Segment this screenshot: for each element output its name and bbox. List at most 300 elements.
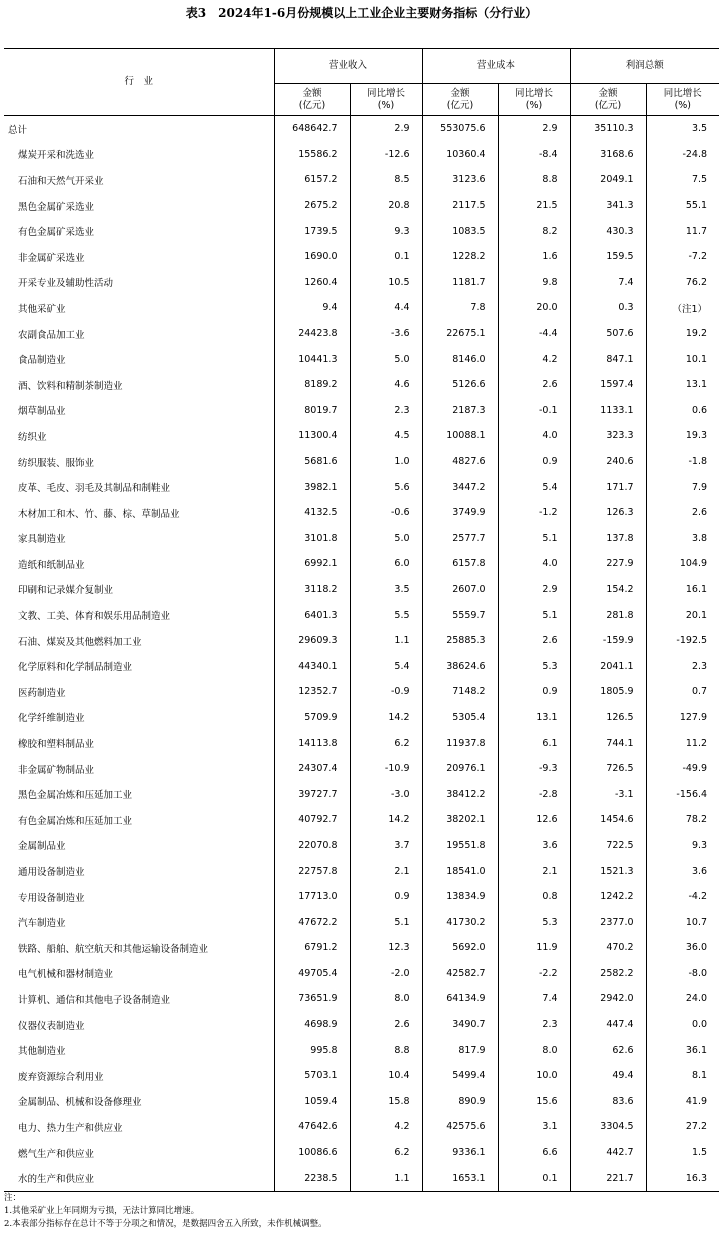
revenue-growth-cell: 4.6 xyxy=(350,372,422,398)
revenue-growth-cell: 6.2 xyxy=(350,1140,422,1166)
cost-growth-cell: 4.2 xyxy=(498,346,570,372)
profit-amount-cell: 126.3 xyxy=(570,500,646,526)
table-row xyxy=(4,705,719,731)
table-row xyxy=(4,346,719,372)
cost-growth-cell: 5.3 xyxy=(498,909,570,935)
table-row xyxy=(4,244,719,270)
revenue-growth-cell: 2.1 xyxy=(350,858,422,884)
revenue-growth-cell: -3.0 xyxy=(350,781,422,807)
cost-growth-cell: -2.2 xyxy=(498,961,570,987)
revenue-amount-cell: 44340.1 xyxy=(274,653,350,679)
cost-growth-cell: 0.8 xyxy=(498,884,570,910)
revenue-amount-cell: 29609.3 xyxy=(274,628,350,654)
cost-growth-cell: 5.4 xyxy=(498,474,570,500)
cost-amount-cell: 1228.2 xyxy=(422,244,498,270)
revenue-amount-cell: 4698.9 xyxy=(274,1012,350,1038)
revenue-growth-cell: -0.6 xyxy=(350,500,422,526)
cost-growth-cell: 6.1 xyxy=(498,730,570,756)
profit-amount-cell: 2942.0 xyxy=(570,986,646,1012)
industry-name-cell: 非金属矿采选业 xyxy=(4,244,274,270)
revenue-amount-cell: 3118.2 xyxy=(274,577,350,603)
notes-label: 注： xyxy=(4,1193,22,1203)
cost-amount-cell: 2607.0 xyxy=(422,577,498,603)
revenue-amount-cell: 24423.8 xyxy=(274,321,350,347)
cost-growth-cell: 2.6 xyxy=(498,628,570,654)
table-row xyxy=(4,781,719,807)
table-body xyxy=(4,116,719,1192)
revenue-header: 营业收入 xyxy=(274,49,422,84)
profit-amount-cell: 227.9 xyxy=(570,551,646,577)
industry-name-cell: 木材加工和木、竹、藤、棕、草制品业 xyxy=(4,500,274,526)
cost-amount-cell: 5499.4 xyxy=(422,1063,498,1089)
cost-amount-cell: 13834.9 xyxy=(422,884,498,910)
revenue-growth-cell: 15.8 xyxy=(350,1089,422,1115)
profit-amount-cell: 126.5 xyxy=(570,705,646,731)
cost-growth-cell: 2.3 xyxy=(498,1012,570,1038)
profit-growth-cell: 2.6 xyxy=(691,507,708,519)
industry-name-cell: 橡胶和塑料制品业 xyxy=(4,730,274,756)
table-row xyxy=(4,167,719,193)
profit-amount-cell: 3304.5 xyxy=(570,1114,646,1140)
cost-growth-cell: 8.0 xyxy=(498,1037,570,1063)
cost-amount-cell: 38412.2 xyxy=(422,781,498,807)
table-row xyxy=(4,295,719,321)
cost-growth-cell: 9.8 xyxy=(498,270,570,296)
cost-growth-header: 同比增长 (%) xyxy=(498,84,570,116)
revenue-growth-cell: 12.3 xyxy=(350,935,422,961)
revenue-amount-cell: 1739.5 xyxy=(274,218,350,244)
table-row xyxy=(4,1063,719,1089)
revenue-growth-cell: 5.0 xyxy=(350,346,422,372)
table-row xyxy=(4,858,719,884)
revenue-growth-cell: 8.0 xyxy=(350,986,422,1012)
cost-growth-cell: 3.6 xyxy=(498,833,570,859)
revenue-amount-cell: 3101.8 xyxy=(274,526,350,552)
revenue-amount-cell: 4132.5 xyxy=(274,500,350,526)
cost-amount-cell: 817.9 xyxy=(422,1037,498,1063)
table-row xyxy=(4,884,719,910)
cost-growth-cell: 15.6 xyxy=(498,1089,570,1115)
revenue-growth-cell: 4.2 xyxy=(350,1114,422,1140)
profit-growth-cell: -7.2 xyxy=(688,251,708,263)
cost-growth-cell: 5.1 xyxy=(498,602,570,628)
table-row xyxy=(4,1012,719,1038)
profit-amount-cell: 2049.1 xyxy=(570,167,646,193)
table-row xyxy=(4,270,719,296)
revenue-amount-cell: 6992.1 xyxy=(274,551,350,577)
cost-growth-cell: 12.6 xyxy=(498,807,570,833)
cost-amount-cell: 38624.6 xyxy=(422,653,498,679)
cost-growth-cell: 11.9 xyxy=(498,935,570,961)
profit-growth-cell: 7.5 xyxy=(691,174,708,186)
table-row xyxy=(4,526,719,552)
profit-amount-cell: 323.3 xyxy=(570,423,646,449)
industry-name-cell: 铁路、船舶、航空航天和其他运输设备制造业 xyxy=(4,935,274,961)
cost-amount-cell: 25885.3 xyxy=(422,628,498,654)
cost-growth-cell: 5.1 xyxy=(498,526,570,552)
revenue-amount-cell: 6791.2 xyxy=(274,935,350,961)
profit-growth-cell: 36.1 xyxy=(685,1044,708,1056)
revenue-amount-cell: 1690.0 xyxy=(274,244,350,270)
profit-growth-cell: 36.0 xyxy=(685,942,708,954)
profit-growth-cell: -1.8 xyxy=(688,456,708,468)
profit-amount-cell: -3.1 xyxy=(570,781,646,807)
profit-amount-cell: 442.7 xyxy=(570,1140,646,1166)
cost-growth-cell: 8.2 xyxy=(498,218,570,244)
cost-growth-cell: 5.3 xyxy=(498,653,570,679)
table-row xyxy=(4,1114,719,1140)
profit-growth-cell: 16.1 xyxy=(685,583,708,595)
industry-name-cell: 电力、热力生产和供应业 xyxy=(4,1114,274,1140)
industry-name-cell: 农副食品加工业 xyxy=(4,321,274,347)
revenue-growth-cell: 2.6 xyxy=(350,1012,422,1038)
industry-name-cell: 计算机、通信和其他电子设备制造业 xyxy=(4,986,274,1012)
industry-name-cell: 皮革、毛皮、羽毛及其制品和制鞋业 xyxy=(4,474,274,500)
note-2: 2.本表部分指标存在总计不等于分项之和情况，是数据四舍五入所致，未作机械调整。 xyxy=(4,1219,327,1229)
profit-amount-cell: 722.5 xyxy=(570,833,646,859)
cost-amount-cell: 42575.6 xyxy=(422,1114,498,1140)
cost-growth-cell: -2.8 xyxy=(498,781,570,807)
profit-amount-cell: 1805.9 xyxy=(570,679,646,705)
revenue-amount-cell: 24307.4 xyxy=(274,756,350,782)
profit-growth-cell: 76.2 xyxy=(685,276,708,288)
table-row xyxy=(4,142,719,168)
industry-name-cell: 酒、饮料和精制茶制造业 xyxy=(4,372,274,398)
profit-growth-cell: -24.8 xyxy=(682,148,708,160)
table-row xyxy=(4,116,719,142)
profit-growth-cell: 27.2 xyxy=(685,1121,708,1133)
profit-growth-cell: 13.1 xyxy=(685,379,708,391)
profit-amount-cell: 1242.2 xyxy=(570,884,646,910)
revenue-growth-cell: 1.1 xyxy=(350,628,422,654)
revenue-amount-cell: 47642.6 xyxy=(274,1114,350,1140)
profit-amount-header: 金额 (亿元) xyxy=(570,84,646,116)
industry-name-cell: 总计 xyxy=(4,116,274,142)
cost-growth-cell: 2.1 xyxy=(498,858,570,884)
industry-header: 行 业 xyxy=(4,49,274,116)
revenue-growth-cell: -12.6 xyxy=(350,142,422,168)
table-row xyxy=(4,653,719,679)
profit-growth-cell: 2.3 xyxy=(691,660,708,672)
industry-name-cell: 废弃资源综合利用业 xyxy=(4,1063,274,1089)
cost-amount-cell: 6157.8 xyxy=(422,551,498,577)
cost-amount-cell: 11937.8 xyxy=(422,730,498,756)
revenue-amount-cell: 10086.6 xyxy=(274,1140,350,1166)
industry-name-cell: 黑色金属冶炼和压延加工业 xyxy=(4,781,274,807)
industry-name-cell: 食品制造业 xyxy=(4,346,274,372)
profit-growth-cell: 19.2 xyxy=(685,328,708,340)
revenue-amount-cell: 6157.2 xyxy=(274,167,350,193)
revenue-growth-cell: 4.4 xyxy=(350,295,422,321)
table-title: 表3 2024年1-6月份规模以上工业企业主要财务指标（分行业） xyxy=(185,6,538,20)
industry-name-cell: 石油、煤炭及其他燃料加工业 xyxy=(4,628,274,654)
table-row xyxy=(4,679,719,705)
revenue-growth-cell: 6.0 xyxy=(350,551,422,577)
profit-growth-cell: 0.7 xyxy=(691,686,708,698)
revenue-amount-cell: 2238.5 xyxy=(274,1165,350,1191)
cost-growth-cell: -8.4 xyxy=(498,142,570,168)
profit-amount-cell: 2377.0 xyxy=(570,909,646,935)
cost-growth-cell: 6.6 xyxy=(498,1140,570,1166)
table-row xyxy=(4,1037,719,1063)
cost-growth-cell: 0.1 xyxy=(498,1165,570,1191)
industry-name-cell: 烟草制品业 xyxy=(4,398,274,424)
industry-name-cell: 燃气生产和供应业 xyxy=(4,1140,274,1166)
revenue-growth-cell: 8.8 xyxy=(350,1037,422,1063)
profit-amount-cell: 447.4 xyxy=(570,1012,646,1038)
revenue-amount-cell: 10441.3 xyxy=(274,346,350,372)
cost-amount-cell: 1083.5 xyxy=(422,218,498,244)
revenue-amount-cell: 8189.2 xyxy=(274,372,350,398)
cost-growth-cell: 10.0 xyxy=(498,1063,570,1089)
cost-growth-cell: 0.9 xyxy=(498,449,570,475)
profit-amount-cell: 1454.6 xyxy=(570,807,646,833)
profit-growth-cell: 0.6 xyxy=(691,404,708,416)
cost-growth-cell: 7.4 xyxy=(498,986,570,1012)
table-row xyxy=(4,935,719,961)
revenue-growth-cell: 1.0 xyxy=(350,449,422,475)
revenue-amount-cell: 5703.1 xyxy=(274,1063,350,1089)
revenue-growth-cell: 8.5 xyxy=(350,167,422,193)
industry-name-cell: 金属制品、机械和设备修理业 xyxy=(4,1089,274,1115)
profit-amount-cell: 744.1 xyxy=(570,730,646,756)
profit-growth-cell: 10.7 xyxy=(685,916,708,928)
profit-amount-cell: 49.4 xyxy=(570,1063,646,1089)
profit-amount-cell: -159.9 xyxy=(570,628,646,654)
cost-amount-cell: 5692.0 xyxy=(422,935,498,961)
revenue-amount-cell: 22070.8 xyxy=(274,833,350,859)
profit-amount-cell: 171.7 xyxy=(570,474,646,500)
cost-growth-cell: 3.1 xyxy=(498,1114,570,1140)
profit-growth-cell: 1.5 xyxy=(691,1147,708,1159)
profit-amount-cell: 159.5 xyxy=(570,244,646,270)
cost-amount-cell: 42582.7 xyxy=(422,961,498,987)
revenue-amount-cell: 1260.4 xyxy=(274,270,350,296)
cost-amount-cell: 2577.7 xyxy=(422,526,498,552)
revenue-growth-cell: 14.2 xyxy=(350,705,422,731)
cost-header: 营业成本 xyxy=(422,49,570,84)
cost-amount-cell: 5305.4 xyxy=(422,705,498,731)
revenue-growth-cell: 5.0 xyxy=(350,526,422,552)
table-row xyxy=(4,449,719,475)
profit-amount-cell: 2582.2 xyxy=(570,961,646,987)
cost-growth-cell: 21.5 xyxy=(498,193,570,219)
profit-amount-cell: 507.6 xyxy=(570,321,646,347)
revenue-growth-cell: 5.6 xyxy=(350,474,422,500)
industry-name-cell: 石油和天然气开采业 xyxy=(4,167,274,193)
profit-growth-cell: 78.2 xyxy=(685,814,708,826)
cost-amount-cell: 19551.8 xyxy=(422,833,498,859)
industry-name-cell: 医药制造业 xyxy=(4,679,274,705)
profit-amount-cell: 470.2 xyxy=(570,935,646,961)
profit-growth-cell: 20.1 xyxy=(685,609,708,621)
profit-amount-cell: 341.3 xyxy=(570,193,646,219)
profit-amount-cell: 7.4 xyxy=(570,270,646,296)
financial-indicators-table xyxy=(4,48,719,1192)
cost-growth-cell: 8.8 xyxy=(498,167,570,193)
revenue-amount-cell: 17713.0 xyxy=(274,884,350,910)
profit-growth-cell: 55.1 xyxy=(685,200,708,212)
cost-amount-cell: 3447.2 xyxy=(422,474,498,500)
table-row xyxy=(4,321,719,347)
revenue-amount-cell: 5681.6 xyxy=(274,449,350,475)
cost-amount-cell: 41730.2 xyxy=(422,909,498,935)
industry-name-cell: 有色金属冶炼和压延加工业 xyxy=(4,807,274,833)
cost-amount-cell: 10088.1 xyxy=(422,423,498,449)
table-row xyxy=(4,986,719,1012)
revenue-amount-cell: 3982.1 xyxy=(274,474,350,500)
profit-growth-cell: 10.1 xyxy=(685,353,708,365)
industry-name-cell: 煤炭开采和洗选业 xyxy=(4,142,274,168)
profit-amount-cell: 281.8 xyxy=(570,602,646,628)
cost-amount-cell: 8146.0 xyxy=(422,346,498,372)
revenue-amount-cell: 648642.7 xyxy=(274,116,350,142)
cost-amount-cell: 7.8 xyxy=(422,295,498,321)
revenue-growth-cell: 0.1 xyxy=(350,244,422,270)
profit-growth-cell: 16.3 xyxy=(646,1165,719,1191)
cost-growth-cell: -0.1 xyxy=(498,398,570,424)
profit-growth-cell: -156.4 xyxy=(676,788,708,800)
cost-growth-cell: 2.9 xyxy=(498,116,570,142)
profit-growth-cell: -49.9 xyxy=(682,763,708,775)
industry-name-cell: 通用设备制造业 xyxy=(4,858,274,884)
table-row xyxy=(4,1140,719,1166)
industry-name-cell: 开采专业及辅助性活动 xyxy=(4,270,274,296)
profit-growth-cell: 9.3 xyxy=(691,839,708,851)
cost-amount-cell: 20976.1 xyxy=(422,756,498,782)
note-1: 1.其他采矿业上年同期为亏损，无法计算同比增速。 xyxy=(4,1206,200,1216)
table-row xyxy=(4,730,719,756)
cost-amount-cell: 5559.7 xyxy=(422,602,498,628)
revenue-amount-cell: 11300.4 xyxy=(274,423,350,449)
revenue-amount-cell: 8019.7 xyxy=(274,398,350,424)
profit-amount-cell: 2041.1 xyxy=(570,653,646,679)
table-row xyxy=(4,423,719,449)
cost-amount-cell: 2117.5 xyxy=(422,193,498,219)
profit-amount-cell: 847.1 xyxy=(570,346,646,372)
industry-name-cell: 造纸和纸制品业 xyxy=(4,551,274,577)
revenue-amount-cell: 15586.2 xyxy=(274,142,350,168)
revenue-amount-cell: 12352.7 xyxy=(274,679,350,705)
revenue-growth-cell: 20.8 xyxy=(350,193,422,219)
cost-amount-cell: 890.9 xyxy=(422,1089,498,1115)
revenue-amount-cell: 39727.7 xyxy=(274,781,350,807)
revenue-growth-cell: 4.5 xyxy=(350,423,422,449)
profit-amount-cell: 0.3 xyxy=(570,295,646,321)
revenue-amount-header: 金额 (亿元) xyxy=(274,84,350,116)
industry-name-cell: 印刷和记录媒介复制业 xyxy=(4,577,274,603)
profit-amount-cell: 1597.4 xyxy=(570,372,646,398)
table-row xyxy=(4,551,719,577)
industry-name-cell: 纺织服装、服饰业 xyxy=(4,449,274,475)
table-row xyxy=(4,602,719,628)
revenue-growth-cell: -2.0 xyxy=(350,961,422,987)
revenue-growth-cell: 3.7 xyxy=(350,833,422,859)
profit-amount-cell: 240.6 xyxy=(570,449,646,475)
revenue-amount-cell: 47672.2 xyxy=(274,909,350,935)
cost-amount-cell: 10360.4 xyxy=(422,142,498,168)
cost-amount-header: 金额 (亿元) xyxy=(422,84,498,116)
table-row xyxy=(4,909,719,935)
cost-growth-cell: 4.0 xyxy=(498,423,570,449)
table-row xyxy=(4,398,719,424)
table-row xyxy=(4,756,719,782)
cost-growth-cell: 1.6 xyxy=(498,244,570,270)
revenue-amount-cell: 14113.8 xyxy=(274,730,350,756)
revenue-growth-cell: 2.3 xyxy=(350,398,422,424)
revenue-growth-cell: 0.9 xyxy=(350,884,422,910)
profit-growth-cell: 8.1 xyxy=(691,1070,708,1082)
revenue-growth-cell: 1.1 xyxy=(350,1165,422,1191)
revenue-growth-cell: 6.2 xyxy=(350,730,422,756)
revenue-amount-cell: 6401.3 xyxy=(274,602,350,628)
table-row xyxy=(4,833,719,859)
cost-growth-cell: 2.9 xyxy=(498,577,570,603)
industry-name-cell: 纺织业 xyxy=(4,423,274,449)
footnotes xyxy=(4,1192,327,1231)
revenue-growth-cell: -3.6 xyxy=(350,321,422,347)
profit-amount-cell: 35110.3 xyxy=(570,116,646,142)
profit-amount-cell: 62.6 xyxy=(570,1037,646,1063)
cost-growth-cell: 2.6 xyxy=(498,372,570,398)
cost-growth-cell: -1.2 xyxy=(498,500,570,526)
revenue-amount-cell: 5709.9 xyxy=(274,705,350,731)
cost-amount-cell: 3123.6 xyxy=(422,167,498,193)
profit-amount-cell: 221.7 xyxy=(570,1165,646,1191)
cost-amount-cell: 2187.3 xyxy=(422,398,498,424)
industry-name-cell: 金属制品业 xyxy=(4,833,274,859)
profit-header: 利润总额 xyxy=(570,49,719,84)
industry-name-cell: 其他采矿业 xyxy=(4,295,274,321)
revenue-growth-cell: 5.1 xyxy=(350,909,422,935)
profit-growth-header: 同比增长 (%) xyxy=(646,84,719,116)
profit-growth-cell: 3.5 xyxy=(691,123,708,135)
table-row xyxy=(4,1089,719,1115)
cost-amount-cell: 38202.1 xyxy=(422,807,498,833)
profit-amount-cell: 1521.3 xyxy=(570,858,646,884)
profit-growth-cell: 7.9 xyxy=(691,481,708,493)
revenue-growth-cell: -0.9 xyxy=(350,679,422,705)
cost-growth-cell: 0.9 xyxy=(498,679,570,705)
industry-name-cell: 化学原料和化学制品制造业 xyxy=(4,653,274,679)
profit-amount-cell: 726.5 xyxy=(570,756,646,782)
industry-name-cell: 非金属矿物制品业 xyxy=(4,756,274,782)
profit-growth-cell: -192.5 xyxy=(676,635,708,647)
table-row xyxy=(4,577,719,603)
table-row xyxy=(4,218,719,244)
industry-name-cell: 仪器仪表制造业 xyxy=(4,1012,274,1038)
profit-growth-cell: 104.9 xyxy=(679,558,708,570)
table-row xyxy=(4,372,719,398)
profit-growth-cell: 41.9 xyxy=(685,1095,708,1107)
industry-name-cell: 水的生产和供应业 xyxy=(4,1165,274,1191)
revenue-growth-cell: 10.4 xyxy=(350,1063,422,1089)
cost-amount-cell: 9336.1 xyxy=(422,1140,498,1166)
industry-name-cell: 专用设备制造业 xyxy=(4,884,274,910)
revenue-growth-cell: 10.5 xyxy=(350,270,422,296)
revenue-amount-cell: 1059.4 xyxy=(274,1089,350,1115)
revenue-growth-cell: 5.4 xyxy=(350,653,422,679)
industry-name-cell: 其他制造业 xyxy=(4,1037,274,1063)
table-row xyxy=(4,807,719,833)
profit-amount-cell: 430.3 xyxy=(570,218,646,244)
profit-growth-cell: 11.2 xyxy=(685,737,708,749)
profit-growth-cell: 0.0 xyxy=(691,1019,708,1031)
cost-amount-cell: 18541.0 xyxy=(422,858,498,884)
revenue-amount-cell: 2675.2 xyxy=(274,193,350,219)
revenue-amount-cell: 73651.9 xyxy=(274,986,350,1012)
profit-amount-cell: 137.8 xyxy=(570,526,646,552)
